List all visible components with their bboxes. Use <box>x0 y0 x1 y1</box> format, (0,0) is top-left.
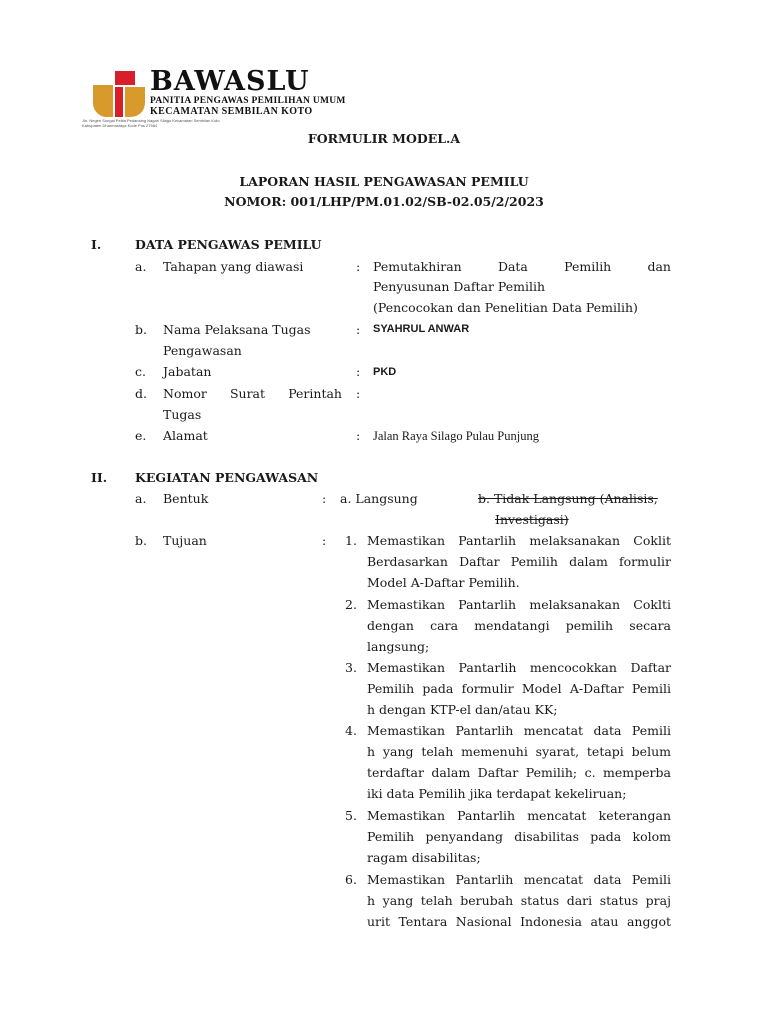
item-b-letter: b. <box>135 322 147 337</box>
item-b-label: Nama Pelaksana Tugas <box>163 322 311 337</box>
list-item-line: urit Tentara Nasional Indonesia atau anggot <box>367 914 671 929</box>
item-c-label: Jabatan <box>163 364 212 379</box>
org-name: BAWASLU <box>150 66 310 97</box>
item-a-letter: a. <box>135 259 147 274</box>
item-c-value: PKD <box>373 366 397 378</box>
list-item-line: Pemilih pada formulir Model A-Daftar Pemili <box>367 681 671 696</box>
item-bentuk-colon: : <box>322 491 327 506</box>
item-a-value-line3: (Pencocokan dan Penelitian Data Pemilih) <box>373 300 638 315</box>
item-a-label: Tahapan yang diawasi <box>163 259 304 274</box>
item-tujuan-label: Tujuan <box>163 533 207 548</box>
item-c-letter: c. <box>135 364 146 379</box>
list-item-line: iki data Pemilih jika terdapat kekeliruan; <box>367 786 627 801</box>
list-item-line: h yang telah memenuhi syarat, tetapi belum <box>367 744 671 759</box>
item-d-letter: d. <box>135 386 147 401</box>
org-address-2: Kabupaten Dharmasraya Kode Pos 27584 <box>82 123 158 128</box>
report-number: NOMOR: 001/LHP/PM.01.02/SB-02.05/2/2023 <box>224 194 544 209</box>
list-item-line: Memastikan Pantarlih mencatat data Pemili <box>367 872 671 887</box>
option-langsung: a. Langsung <box>340 491 418 506</box>
list-item-line: Memastikan Pantarlih mencatat data Pemili <box>367 723 671 738</box>
item-tujuan-colon: : <box>322 533 327 548</box>
label-word: Surat <box>229 386 266 401</box>
item-a-value-line1 <box>373 259 671 274</box>
form-title: FORMULIR MODEL.A <box>307 131 461 146</box>
value-word: Data <box>497 259 528 274</box>
list-item-line: Memastikan Pantarlih mencatat keterangan <box>367 808 671 823</box>
item-e-colon: : <box>356 428 361 443</box>
option-tidak-langsung: b. Tidak Langsung (Analisis, <box>478 491 658 506</box>
item-e-label: Alamat <box>163 428 208 443</box>
report-title: LAPORAN HASIL PENGAWASAN PEMILU <box>239 174 529 189</box>
list-item-line: terdaftar dalam Daftar Pemilih; c. memperba <box>367 765 671 780</box>
item-a-colon: : <box>356 259 361 274</box>
item-b-colon: : <box>356 322 361 337</box>
org-subtitle: PANITIA PENGAWAS PEMILIHAN UMUM <box>150 96 346 106</box>
item-tujuan-letter: b. <box>135 533 147 548</box>
list-item-line: langsung; <box>367 639 430 654</box>
org-address: Jln. Negeri Sungai Pelita Pedanaing Nagari Silago Kecamatan Sembilan Koto <box>82 118 220 123</box>
item-c-colon: : <box>356 364 361 379</box>
item-e-value: Jalan Raya Silago Pulau Punjung <box>373 429 539 443</box>
value-word: Pemutakhiran <box>373 259 462 274</box>
list-item-line: Memastikan Pantarlih melaksanakan Coklti <box>367 597 671 612</box>
section-2-numeral: II. <box>91 470 108 485</box>
item-b-label-line2: Pengawasan <box>163 343 242 358</box>
item-d-colon: : <box>356 386 361 401</box>
list-item-line: Model A-Daftar Pemilih. <box>367 575 520 590</box>
item-d-label <box>163 386 342 401</box>
section-1-heading: DATA PENGAWAS PEMILU <box>135 237 322 252</box>
list-item-number: 2. <box>345 597 357 612</box>
list-item-line: Pemilih penyandang disabilitas pada kolom <box>367 829 671 844</box>
list-item-line: dengan cara mendatangi pemilih secara <box>367 618 671 633</box>
list-item-line: Memastikan Pantarlih melaksanakan Coklit <box>367 533 671 548</box>
list-item-number: 5. <box>345 808 357 823</box>
item-e-letter: e. <box>135 428 147 443</box>
org-district: KECAMATAN SEMBILAN KOTO <box>150 106 313 117</box>
list-item-line: Memastikan Pantarlih mencocokkan Daftar <box>367 660 671 675</box>
item-a-value-line2: Penyusunan Daftar Pemilih <box>373 279 546 294</box>
option-tidak-langsung-line2: Investigasi) <box>495 512 569 527</box>
bawaslu-logo-icon <box>91 69 147 119</box>
item-bentuk-letter: a. <box>135 491 147 506</box>
list-item-number: 6. <box>345 872 357 887</box>
section-1-numeral: I. <box>91 237 102 252</box>
list-item-number: 3. <box>345 660 357 675</box>
item-b-value: SYAHRUL ANWAR <box>373 323 470 335</box>
list-item-number: 4. <box>345 723 357 738</box>
label-word: Perintah <box>288 386 342 401</box>
list-item-line: ragam disabilitas; <box>367 850 481 865</box>
list-item-line: Berdasarkan Daftar Pemilih dalam formulir <box>367 554 671 569</box>
item-bentuk-label: Bentuk <box>163 491 209 506</box>
list-item-line: h dengan KTP-el dan/atau KK; <box>367 702 558 717</box>
item-d-label-line2: Tugas <box>163 407 202 422</box>
label-word: Nomor <box>163 386 207 401</box>
section-2-heading: KEGIATAN PENGAWASAN <box>135 470 319 485</box>
value-word: Pemilih <box>564 259 612 274</box>
list-item-number: 1. <box>345 533 357 548</box>
value-word: dan <box>647 259 671 274</box>
list-item-line: h yang telah berubah status dari status praj <box>367 893 671 908</box>
